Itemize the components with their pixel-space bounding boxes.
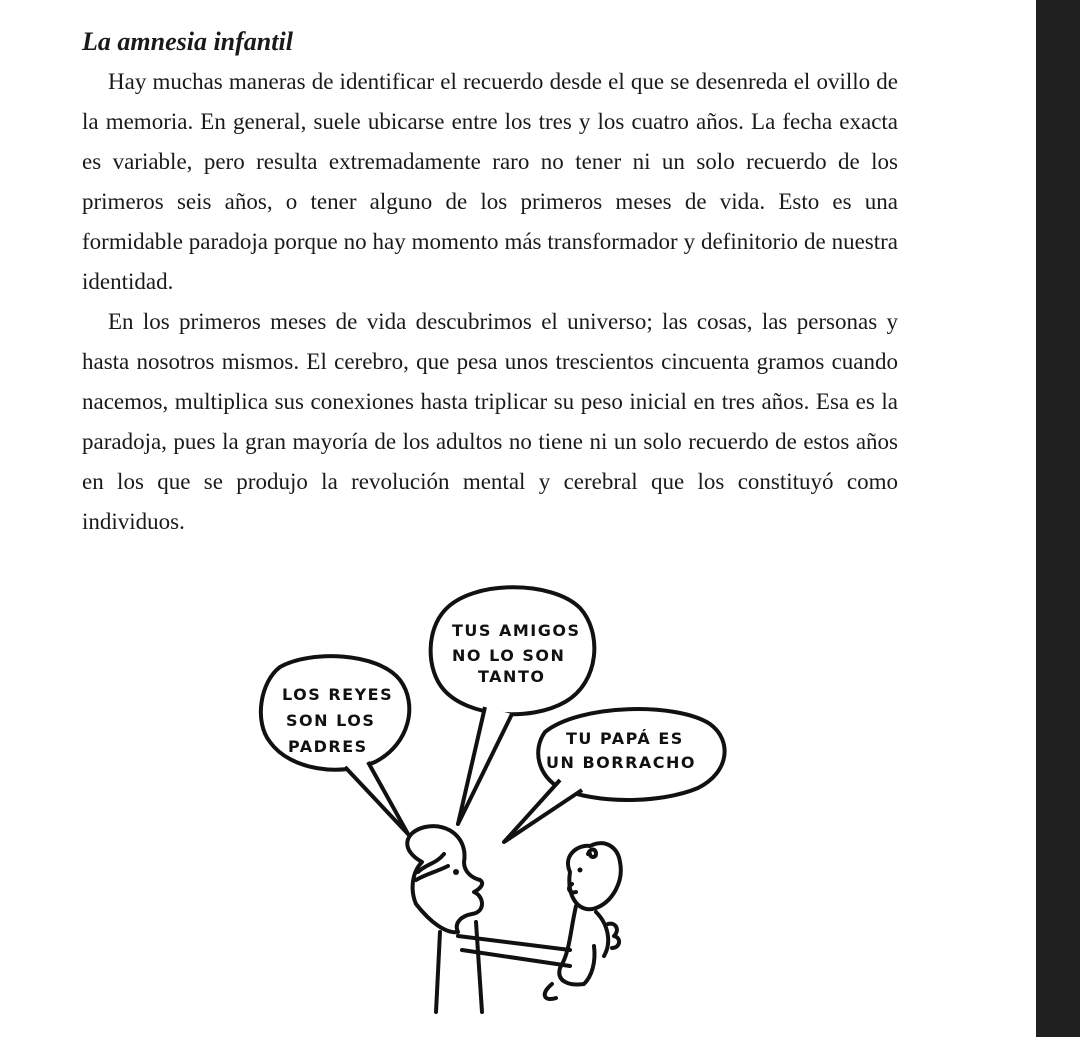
bubble-top-line-3: TANTO <box>478 667 546 686</box>
section-heading: La amnesia infantil <box>82 27 293 56</box>
bubble-top-line-1: TUS AMIGOS <box>452 621 581 640</box>
paragraph-2: En los primeros meses de vida descubrimos el universo; las cosas, las personas y hasta nosotros mismos. El cerebro, que pesa unos trescientos cincuenta gramos cuando nacemos, multiplica sus conexiones hasta triplicar su peso inicial en tres años. Esa es la paradoja, pues la gran mayoría de los adultos no tiene ni un solo recuerdo de estos años en los que se produjo la revolución mental y cerebral que los constituyó como individuos. <box>82 309 898 534</box>
bubble-left-line-2: SON LOS <box>286 711 376 730</box>
bubble-left-line-3: PADRES <box>288 737 368 756</box>
bubble-right-line-2: UN BORRACHO <box>546 753 697 772</box>
speech-bubble-left <box>261 656 409 834</box>
bubble-right-line-1: TU PAPÁ ES <box>566 729 684 748</box>
bubble-left-line-1: LOS REYES <box>282 685 394 704</box>
bubble-top-line-2: NO LO SON <box>452 646 566 665</box>
paragraph-1: Hay muchas maneras de identificar el recuerdo desde el que se desenreda el ovillo de la memoria. En general, suele ubicarse entre los tres y los cuatro años. La fecha exacta es variable, pero resulta extremadamente raro no tener ni un solo recuerdo de los primeros seis años, o tener alguno de los primeros meses de vida. Esto es una formidable paradoja porque no hay momento más transformador y definitorio de nuestra identidad. <box>82 69 898 294</box>
comic-illustration <box>240 572 740 1032</box>
adult-figure <box>407 826 570 1012</box>
baby-figure <box>545 843 621 999</box>
text-content <box>82 24 898 542</box>
speech-bubble-right <box>504 709 725 842</box>
side-bar <box>1036 0 1080 1037</box>
